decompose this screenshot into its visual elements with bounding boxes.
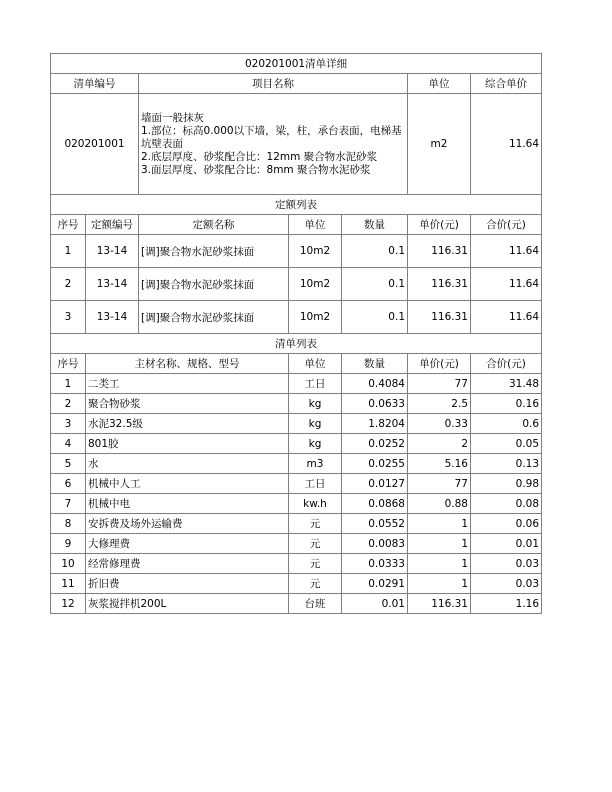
material-no: 12 bbox=[51, 594, 86, 614]
bill-description-line: 墙面一般抹灰 bbox=[141, 111, 204, 124]
bill-unit-header: 单位 bbox=[408, 74, 471, 94]
quota-row bbox=[51, 235, 542, 268]
material-name: 水泥32.5级 bbox=[86, 414, 289, 434]
material-total: 0.06 bbox=[471, 514, 542, 534]
material-total: 0.13 bbox=[471, 454, 542, 474]
material-no: 1 bbox=[51, 374, 86, 394]
quota-header-row bbox=[51, 215, 542, 235]
material-no: 2 bbox=[51, 394, 86, 414]
quota-header-total: 合价(元) bbox=[471, 215, 542, 235]
quota-qty: 0.1 bbox=[342, 301, 408, 334]
material-name: 大修理费 bbox=[86, 534, 289, 554]
quota-name: [调]聚合物水泥砂浆抹面 bbox=[139, 268, 289, 301]
list-header-unit: 单位 bbox=[289, 354, 342, 374]
material-no: 6 bbox=[51, 474, 86, 494]
material-total: 0.05 bbox=[471, 434, 542, 454]
material-no: 3 bbox=[51, 414, 86, 434]
material-qty: 0.0083 bbox=[342, 534, 408, 554]
material-price: 1 bbox=[408, 574, 471, 594]
material-row bbox=[51, 554, 542, 574]
quota-name: [调]聚合物水泥砂浆抹面 bbox=[139, 301, 289, 334]
material-row bbox=[51, 414, 542, 434]
material-name: 机械中电 bbox=[86, 494, 289, 514]
quota-code: 13-14 bbox=[86, 301, 139, 334]
material-no: 4 bbox=[51, 434, 86, 454]
material-unit: 元 bbox=[289, 534, 342, 554]
material-name: 二类工 bbox=[86, 374, 289, 394]
material-row bbox=[51, 454, 542, 474]
list-header-no: 序号 bbox=[51, 354, 86, 374]
quota-row bbox=[51, 301, 542, 334]
list-header-qty: 数量 bbox=[342, 354, 408, 374]
material-price: 77 bbox=[408, 374, 471, 394]
quota-no: 2 bbox=[51, 268, 86, 301]
material-qty: 0.0252 bbox=[342, 434, 408, 454]
material-price: 2 bbox=[408, 434, 471, 454]
list-header-name: 主材名称、规格、型号 bbox=[86, 354, 289, 374]
quota-unit: 10m2 bbox=[289, 301, 342, 334]
material-price: 1 bbox=[408, 514, 471, 534]
material-row bbox=[51, 534, 542, 554]
material-name: 801胶 bbox=[86, 434, 289, 454]
material-no: 11 bbox=[51, 574, 86, 594]
quota-header-qty: 数量 bbox=[342, 215, 408, 235]
material-price: 0.33 bbox=[408, 414, 471, 434]
material-no: 8 bbox=[51, 514, 86, 534]
quota-total: 11.64 bbox=[471, 301, 542, 334]
bill-name-header: 项目名称 bbox=[139, 74, 408, 94]
material-price: 0.88 bbox=[408, 494, 471, 514]
quota-qty: 0.1 bbox=[342, 268, 408, 301]
bill-unit-price: 11.64 bbox=[471, 94, 542, 195]
bill-code-header: 清单编号 bbox=[51, 74, 139, 94]
list-section-title: 清单列表 bbox=[51, 334, 542, 354]
material-total: 0.6 bbox=[471, 414, 542, 434]
material-total: 31.48 bbox=[471, 374, 542, 394]
quota-header-unit: 单位 bbox=[289, 215, 342, 235]
material-name: 灰浆搅拌机200L bbox=[86, 594, 289, 614]
bill-description-line: 3.面层厚度、砂浆配合比：8mm 聚合物水泥砂浆 bbox=[141, 163, 371, 176]
material-row bbox=[51, 514, 542, 534]
material-total: 0.98 bbox=[471, 474, 542, 494]
material-name: 机械中人工 bbox=[86, 474, 289, 494]
material-price: 116.31 bbox=[408, 594, 471, 614]
material-no: 10 bbox=[51, 554, 86, 574]
material-qty: 0.0127 bbox=[342, 474, 408, 494]
material-price: 1 bbox=[408, 554, 471, 574]
material-qty: 0.0333 bbox=[342, 554, 408, 574]
list-header-row bbox=[51, 354, 542, 374]
bill-description-line: 1.部位：标高0.000以下墙，梁，柱，承台表面，电梯基坑壁表面 bbox=[141, 124, 402, 150]
material-unit: 工日 bbox=[289, 474, 342, 494]
bill-unit: m2 bbox=[408, 94, 471, 195]
material-total: 0.01 bbox=[471, 534, 542, 554]
material-row bbox=[51, 374, 542, 394]
material-no: 7 bbox=[51, 494, 86, 514]
list-header-price: 单价(元) bbox=[408, 354, 471, 374]
material-name: 聚合物砂浆 bbox=[86, 394, 289, 414]
bill-code: 020201001 bbox=[51, 94, 139, 195]
material-qty: 0.01 bbox=[342, 594, 408, 614]
quota-header-price: 单价(元) bbox=[408, 215, 471, 235]
material-no: 5 bbox=[51, 454, 86, 474]
material-name: 经常修理费 bbox=[86, 554, 289, 574]
material-name: 折旧费 bbox=[86, 574, 289, 594]
quota-price: 116.31 bbox=[408, 268, 471, 301]
material-row bbox=[51, 394, 542, 414]
material-price: 5.16 bbox=[408, 454, 471, 474]
material-qty: 0.0633 bbox=[342, 394, 408, 414]
material-qty: 0.4084 bbox=[342, 374, 408, 394]
quota-name: [调]聚合物水泥砂浆抹面 bbox=[139, 235, 289, 268]
material-list bbox=[51, 374, 542, 614]
material-name: 水 bbox=[86, 454, 289, 474]
bill-row bbox=[51, 94, 542, 195]
bill-unit-price-header: 综合单价 bbox=[471, 74, 542, 94]
material-unit: m3 bbox=[289, 454, 342, 474]
quota-total: 11.64 bbox=[471, 235, 542, 268]
material-price: 77 bbox=[408, 474, 471, 494]
quota-code: 13-14 bbox=[86, 268, 139, 301]
material-row bbox=[51, 434, 542, 454]
material-unit: kg bbox=[289, 434, 342, 454]
sheet-title: 020201001清单详细 bbox=[51, 54, 542, 74]
quota-code: 13-14 bbox=[86, 235, 139, 268]
material-unit: 元 bbox=[289, 574, 342, 594]
material-qty: 0.0868 bbox=[342, 494, 408, 514]
quota-header-no: 序号 bbox=[51, 215, 86, 235]
quota-unit: 10m2 bbox=[289, 268, 342, 301]
list-header-total: 合价(元) bbox=[471, 354, 542, 374]
material-unit: 元 bbox=[289, 554, 342, 574]
material-row bbox=[51, 474, 542, 494]
quota-unit: 10m2 bbox=[289, 235, 342, 268]
material-no: 9 bbox=[51, 534, 86, 554]
material-total: 0.08 bbox=[471, 494, 542, 514]
quota-no: 1 bbox=[51, 235, 86, 268]
material-qty: 0.0552 bbox=[342, 514, 408, 534]
quota-price: 116.31 bbox=[408, 301, 471, 334]
material-total: 1.16 bbox=[471, 594, 542, 614]
material-unit: 台班 bbox=[289, 594, 342, 614]
material-unit: 元 bbox=[289, 514, 342, 534]
material-price: 1 bbox=[408, 534, 471, 554]
material-total: 0.03 bbox=[471, 554, 542, 574]
quota-header-name: 定额名称 bbox=[139, 215, 289, 235]
material-name: 安拆费及场外运输费 bbox=[86, 514, 289, 534]
quota-row bbox=[51, 268, 542, 301]
material-unit: kg bbox=[289, 414, 342, 434]
quota-header-code: 定额编号 bbox=[86, 215, 139, 235]
bill-description-line: 2.底层厚度、砂浆配合比：12mm 聚合物水泥砂浆 bbox=[141, 150, 378, 163]
material-unit: 工日 bbox=[289, 374, 342, 394]
material-unit: kg bbox=[289, 394, 342, 414]
quota-qty: 0.1 bbox=[342, 235, 408, 268]
material-total: 0.03 bbox=[471, 574, 542, 594]
material-row bbox=[51, 494, 542, 514]
quota-total: 11.64 bbox=[471, 268, 542, 301]
material-total: 0.16 bbox=[471, 394, 542, 414]
quota-price: 116.31 bbox=[408, 235, 471, 268]
quota-section-title: 定额列表 bbox=[51, 195, 542, 215]
quota-no: 3 bbox=[51, 301, 86, 334]
bill-header-row bbox=[51, 74, 542, 94]
material-qty: 0.0291 bbox=[342, 574, 408, 594]
material-price: 2.5 bbox=[408, 394, 471, 414]
material-qty: 0.0255 bbox=[342, 454, 408, 474]
material-row bbox=[51, 594, 542, 614]
bill-description bbox=[139, 94, 408, 195]
material-unit: kw.h bbox=[289, 494, 342, 514]
bill-detail-table bbox=[50, 53, 542, 614]
material-qty: 1.8204 bbox=[342, 414, 408, 434]
material-row bbox=[51, 574, 542, 594]
